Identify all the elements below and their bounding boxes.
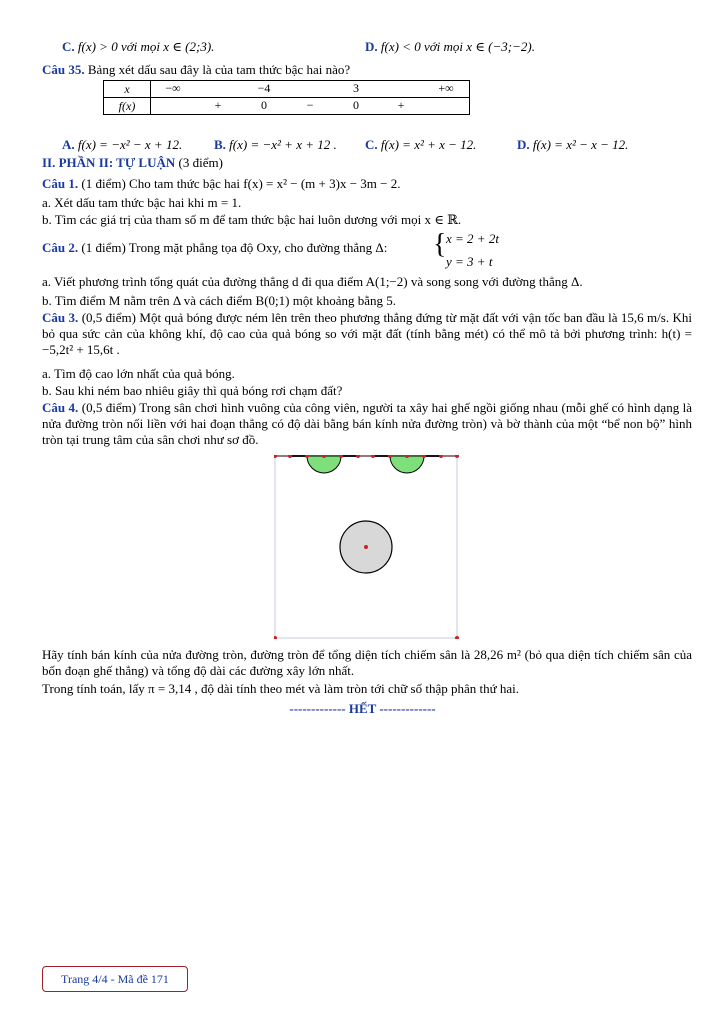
sign-table-f-row: [151, 98, 470, 115]
pond-center-point: [364, 545, 368, 549]
point: [274, 455, 277, 458]
q35-option-c-text: f(x) = x² + x − 12.: [380, 137, 477, 152]
q2-intro-text: (1 điểm) Trong mặt phẳng tọa độ Oxy, cho đường thẳng Δ:: [81, 240, 388, 255]
sign-table: [103, 80, 470, 115]
point: [455, 455, 459, 458]
q3-part-a: a. Tìm độ cao lớn nhất của quả bóng.: [42, 366, 235, 381]
q1-intro-text: (1 điểm) Cho tam thức bậc hai f(x) = x² − (m + 3)x − 3m − 2.: [81, 176, 401, 191]
q35-question: [42, 62, 692, 78]
q3-intro-text: (0,5 điểm) Một quả bóng được ném lên trên theo phương thẳng đứng từ mặt đất với vận tốc ban đầu là 15,6 m/s. Khi bỏ qua sức cản của không khí, độ cao của quả bóng so với mặt đất (tính bằng mét) có thể mô tả bởi phương trình: h(t) = −5,2t² + 15,6t .: [42, 310, 692, 357]
q2-intro: [42, 240, 692, 256]
end-marker: ------------- HẾT -------------: [289, 701, 436, 716]
q35-text: Bảng xét dấu sau đây là của tam thức bậc hai nào?: [87, 62, 351, 77]
x-value: +∞: [438, 81, 454, 95]
q1-part-a: a. Xét dấu tam thức bậc hai khi m = 1.: [42, 195, 242, 210]
q34-option-d-label: D.: [365, 39, 378, 54]
system-brace: {: [433, 229, 447, 260]
bench-semicircle-left: [307, 456, 341, 473]
q4-intro-text: (0,5 điểm) Trong sân chơi hình vuông của công viên, người ta xây hai ghế ngồi giống nhau (mỗi ghế có hình dạng là nửa đường tròn nối liền với hai đoạn thẳng có độ dài bằng bán kính nửa đường tròn) và bờ thành của một “bể non bộ” hình tròn tại trung tâm của sân chơi như sơ đồ.: [42, 400, 693, 447]
q34-option-d: [365, 39, 535, 55]
q3-intro: [42, 310, 692, 362]
point: [288, 455, 292, 458]
q2-system-line-2: y = 3 + t: [446, 254, 493, 269]
sign-value: −: [306, 98, 314, 112]
q34-option-c-text: f(x) > 0 với mọi x ∈ (2;3).: [77, 39, 215, 54]
part2-heading: [42, 155, 692, 171]
sign-table-x-row: [151, 81, 470, 98]
q35-option-b-label: B.: [214, 137, 226, 152]
q2-part-a: a. Viết phương trình tổng quát của đường thẳng d đi qua điểm A(1;−2) và song song với đường thẳng Δ.: [42, 274, 583, 289]
sign-value: +: [214, 98, 222, 112]
q1-part-b: b. Tìm các giá trị của tham số m để tam thức bậc hai luôn dương với mọi x ∈ ℝ.: [42, 212, 462, 227]
point: [371, 455, 375, 458]
q35-option-c-label: C.: [365, 137, 378, 152]
q35-option-b-text: f(x) = −x² + x + 12 .: [229, 137, 337, 152]
point: [455, 636, 459, 639]
q35-option-a-label: A.: [62, 137, 75, 152]
q35-option-a: [62, 137, 182, 153]
q2-part-b: b. Tìm điểm M nằm trên Δ và cách điểm B(0;1) một khoảng bằng 5.: [42, 293, 396, 308]
playground-diagram: [274, 455, 460, 639]
point: [356, 455, 360, 458]
bench-semicircle-right: [390, 456, 424, 473]
point: [439, 455, 443, 458]
q4-task: Hãy tính bán kính của nửa đường tròn, đường tròn để tổng diện tích chiếm sân là 28,26 m² (bỏ qua diện tích chiếm sân của bốn đoạn ghế thẳng) và tổng độ dài các đường xây lớn nhất.: [42, 647, 692, 678]
sign-table-x-label: x: [104, 81, 151, 98]
q2-system-line-1: x = 2 + 2t: [446, 231, 499, 246]
q35-option-c: [365, 137, 476, 153]
part2-heading-text: II. PHẦN II: TỰ LUẬN: [42, 155, 176, 170]
q4-intro: [42, 400, 692, 452]
part2-heading-note: (3 điểm): [178, 155, 223, 170]
sign-table-f-label: f(x): [104, 98, 151, 115]
q2-label: Câu 2.: [42, 240, 79, 255]
q35-option-a-text: f(x) = −x² − x + 12.: [77, 137, 183, 152]
q35-label: Câu 35.: [42, 62, 85, 77]
q3-part-b: b. Sau khi ném bao nhiêu giây thì quả bóng rơi chạm đất?: [42, 383, 343, 398]
q1-label: Câu 1.: [42, 176, 79, 191]
q34-option-d-text: f(x) < 0 với mọi x ∈ (−3;−2).: [380, 39, 535, 54]
page-footer: Trang 4/4 - Mã đề 171: [42, 966, 188, 992]
q34-option-c: [62, 39, 214, 55]
x-value: −4: [257, 81, 271, 95]
q4-label: Câu 4.: [42, 400, 79, 415]
sign-value: 0: [353, 98, 359, 112]
q35-option-b: [214, 137, 337, 153]
x-value: 3: [353, 81, 359, 95]
q34-option-c-label: C.: [62, 39, 75, 54]
q35-option-d-text: f(x) = x² − x − 12.: [532, 137, 629, 152]
q3-label: Câu 3.: [42, 310, 79, 325]
x-value: −∞: [165, 81, 181, 95]
sign-value: +: [397, 98, 405, 112]
q35-option-d: [517, 137, 628, 153]
q35-option-d-label: D.: [517, 137, 530, 152]
point: [274, 636, 277, 639]
q1-intro: [42, 176, 692, 192]
sign-value: 0: [261, 98, 267, 112]
marked-points: [274, 455, 459, 639]
q4-note: Trong tính toán, lấy π = 3,14 , độ dài tính theo mét và làm tròn tới chữ số thập phân thứ hai.: [42, 681, 520, 696]
